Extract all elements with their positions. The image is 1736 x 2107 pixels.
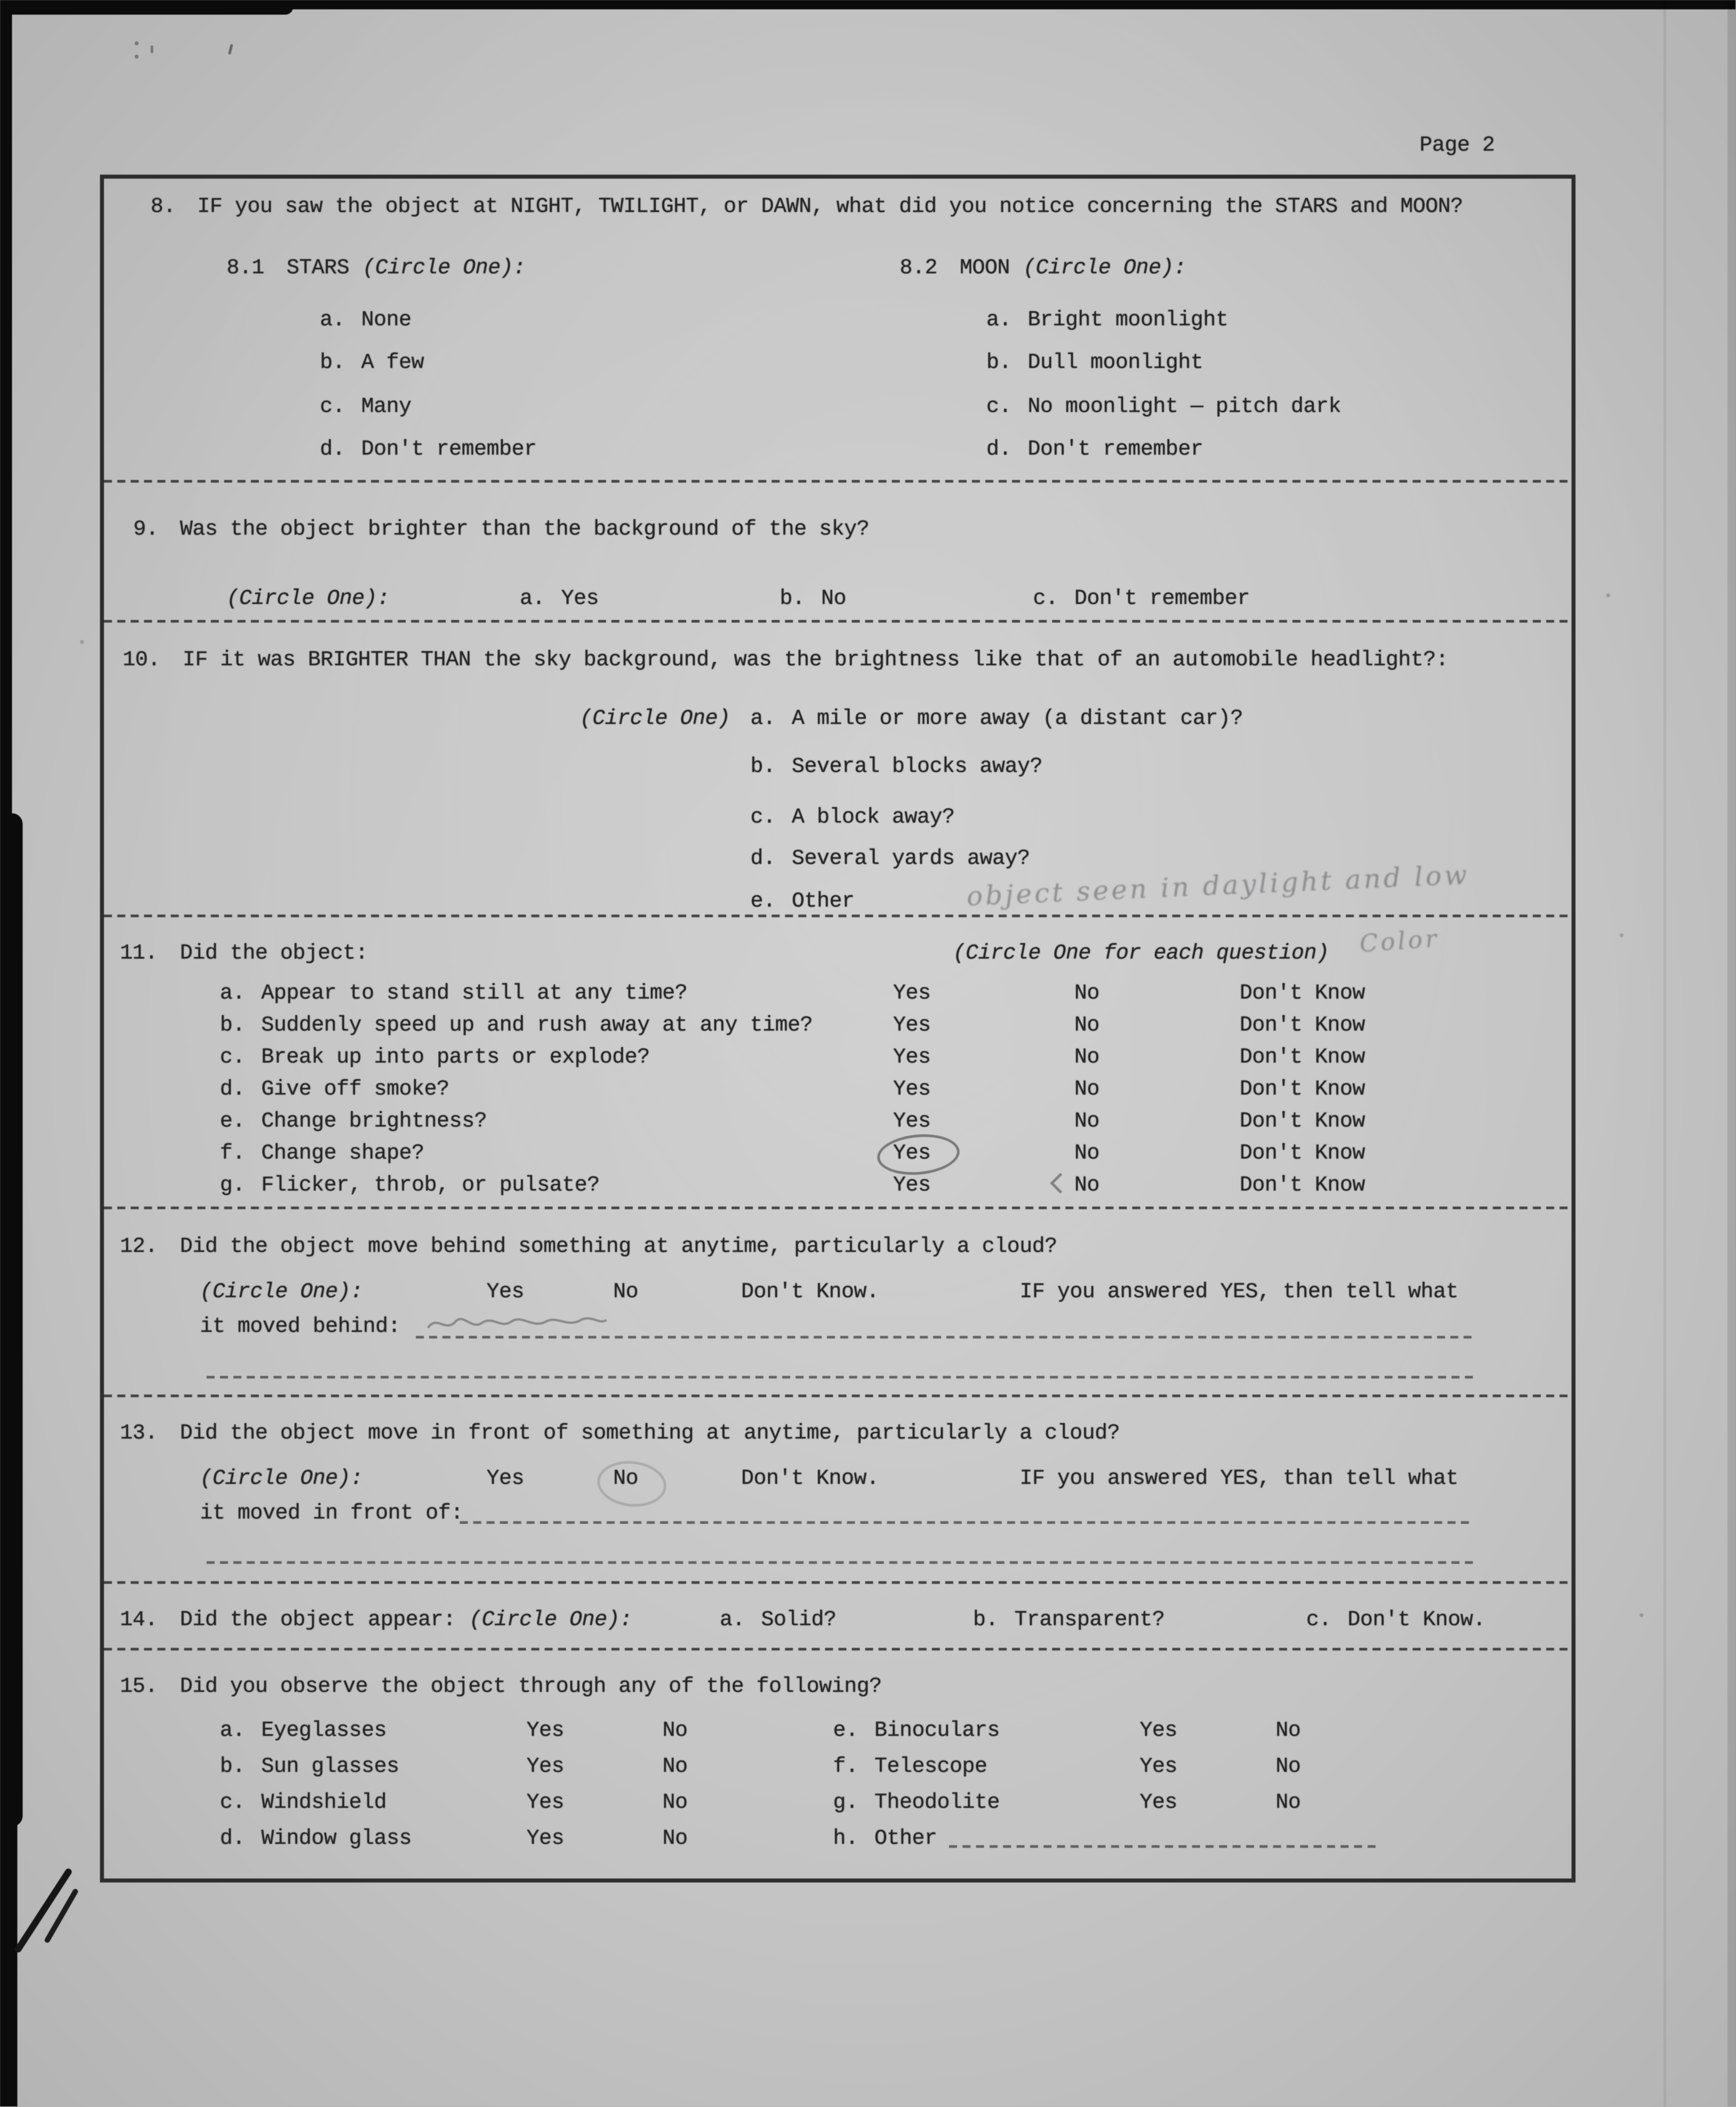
q8-moon-option-d (986, 437, 1203, 461)
option-letter: a. (220, 981, 245, 1005)
question-15-text: Did you observe the object through any of the following? (180, 1675, 882, 1699)
option-label: No moonlight — pitch dark (1027, 395, 1341, 419)
q15-row-f-no: No (1275, 1755, 1301, 1778)
q15-row-a-label (220, 1719, 387, 1743)
option-letter: b. (973, 1608, 999, 1632)
option-letter: d. (750, 846, 776, 871)
option-label: Bright moonlight (1027, 308, 1228, 332)
q15-row-h-label (833, 1826, 937, 1850)
q8-moon-title: MOON (960, 256, 1010, 280)
q11-row-b-no: No (1074, 1013, 1100, 1037)
q8-moon-option-a (986, 308, 1228, 332)
q11-row-d-no: No (1074, 1077, 1100, 1101)
q10-option-a (751, 707, 1243, 731)
q8-stars-option-a (320, 308, 412, 332)
q11-row-e-dk: Don't Know (1240, 1109, 1365, 1133)
q15-row-a-yes: Yes (526, 1718, 565, 1743)
question-13-number: 13. (120, 1421, 158, 1445)
scan-edge-right (1727, 0, 1736, 2107)
q15-row-c-label (220, 1791, 387, 1815)
q13-if-yes-text: IF you answered YES, than tell what (1019, 1467, 1459, 1491)
option-letter: b. (220, 1755, 245, 1778)
option-label: Don't remember (361, 437, 537, 461)
option-letter: e. (750, 889, 776, 914)
q15-row-c-yes: Yes (526, 1790, 565, 1815)
scan-edge-top-left (0, 0, 293, 15)
q8-stars-title: STARS (286, 256, 350, 280)
speck (1606, 594, 1611, 598)
option-label: Window glass (261, 1826, 412, 1850)
speck (1620, 933, 1624, 938)
option-label: Yes (561, 587, 599, 611)
q15-row-g-label (833, 1791, 1000, 1815)
q15-row-d-label (220, 1826, 412, 1850)
q15-row-e-label (833, 1719, 1000, 1743)
option-label: Many (361, 395, 412, 419)
option-letter: c. (750, 805, 776, 829)
q15-row-g-yes: Yes (1139, 1790, 1178, 1815)
q8-stars-option-b (320, 351, 424, 375)
option-letter: e. (220, 1109, 245, 1133)
question-14-text: Did the object appear: (180, 1608, 456, 1632)
option-letter: b. (220, 1013, 245, 1037)
option-label: A mile or more away (a distant car)? (792, 707, 1243, 731)
option-label: Dull moonlight (1027, 350, 1203, 375)
row-question: Suddenly speed up and rush away at any time? (261, 1013, 813, 1037)
row-question: Give off smoke? (261, 1077, 449, 1101)
q15-row-a-no: No (662, 1718, 688, 1743)
q11-row-b-question (220, 1013, 813, 1037)
option-label: None (361, 308, 412, 332)
option-letter: b. (779, 587, 805, 611)
option-letter: f. (833, 1755, 858, 1778)
q9-option-c (1033, 587, 1250, 611)
section-divider (104, 620, 1568, 623)
q15-row-b-yes: Yes (526, 1755, 565, 1778)
option-label: Don't Know. (1347, 1608, 1486, 1632)
q12-no: No (613, 1280, 639, 1304)
q8-stars-option-d (320, 437, 537, 461)
handwritten-scribble (424, 1307, 610, 1339)
handwritten-annotation-color: Color (1359, 925, 1441, 959)
option-label: Telescope (874, 1755, 987, 1778)
question-8-number: 8. (150, 195, 176, 219)
option-label: Several yards away? (792, 846, 1030, 871)
q13-circle-one: (Circle One): (200, 1467, 363, 1491)
q11-row-e-no: No (1074, 1109, 1100, 1133)
q12-if-yes-text: IF you answered YES, then tell what (1019, 1280, 1459, 1304)
question-9-number: 9. (133, 517, 159, 541)
q15-other-answer-line (949, 1845, 1376, 1848)
q12-dont-know: Don't Know. (741, 1280, 879, 1304)
row-question: Appear to stand still at any time? (261, 981, 688, 1005)
q11-row-g-question (220, 1173, 600, 1197)
q15-row-b-no: No (662, 1755, 688, 1778)
question-8-text: IF you saw the object at NIGHT, TWILIGHT, or DAWN, what did you notice concerning the STARS and MOON? (197, 195, 1463, 219)
q14-option-c (1306, 1608, 1485, 1632)
option-label: No (821, 587, 847, 611)
q13-answer-line (460, 1521, 1469, 1524)
section-divider (104, 1395, 1568, 1397)
q11-row-g-dk: Don't Know (1240, 1173, 1365, 1197)
option-letter: a. (720, 1608, 745, 1632)
option-letter: g. (220, 1173, 245, 1197)
q11-row-e-question (220, 1109, 487, 1133)
q13-yes: Yes (486, 1467, 525, 1491)
q15-row-f-yes: Yes (1139, 1755, 1178, 1778)
q11-row-g-no: No (1074, 1173, 1100, 1197)
question-14-number: 14. (120, 1608, 158, 1632)
q14-option-b (973, 1608, 1165, 1632)
handwritten-annotation: object seen in daylight and low (966, 858, 1470, 912)
q11-row-b-dk: Don't Know (1240, 1013, 1365, 1037)
option-label: Don't remember (1074, 587, 1250, 611)
question-10-text: IF it was BRIGHTER THAN the sky background, was the brightness like that of an automobile headlight?: (182, 648, 1449, 672)
option-letter: a. (520, 587, 545, 611)
q12-circle-one: (Circle One): (200, 1280, 363, 1304)
row-question: Break up into parts or explode? (261, 1045, 650, 1069)
speck (80, 640, 84, 644)
pen-dot (151, 45, 154, 53)
question-11-number: 11. (120, 941, 158, 965)
option-letter: h. (833, 1826, 858, 1850)
option-letter: c. (220, 1790, 245, 1815)
row-question: Flicker, throb, or pulsate? (261, 1173, 600, 1197)
q9-option-b (780, 587, 847, 611)
q14-option-a (720, 1608, 837, 1632)
question-10-number: 10. (123, 648, 160, 672)
q10-option-d (751, 847, 1030, 871)
question-14 (120, 1608, 456, 1632)
option-letter: g. (833, 1790, 858, 1815)
q15-row-g-no: No (1275, 1790, 1301, 1815)
section-divider (104, 1648, 1568, 1651)
option-label: Several blocks away? (792, 755, 1043, 779)
q10-option-c (751, 805, 955, 829)
q8-stars-option-c (320, 395, 412, 419)
q13-dont-know: Don't Know. (741, 1467, 879, 1491)
row-question: Change shape? (261, 1141, 424, 1165)
q12-answer-line-2 (207, 1376, 1473, 1379)
option-letter: c. (220, 1045, 245, 1069)
pen-tick (228, 44, 234, 55)
scan-edge-left-lower (0, 1786, 18, 2106)
q15-row-e-no: No (1275, 1718, 1301, 1743)
q11-row-f-yes: Yes (893, 1141, 931, 1165)
question-12-text: Did the object move behind something at anytime, particularly a cloud? (180, 1235, 1057, 1259)
option-letter: d. (220, 1826, 245, 1850)
q15-row-f-label (833, 1755, 987, 1778)
q11-row-c-no: No (1074, 1045, 1100, 1069)
option-label: Theodolite (874, 1790, 1000, 1815)
option-letter: b. (750, 755, 776, 779)
q13-answer-line-2 (207, 1561, 1473, 1564)
q11-row-a-yes: Yes (893, 981, 931, 1005)
section-divider (104, 1581, 1568, 1584)
q12-yes: Yes (486, 1280, 525, 1304)
q15-row-c-no: No (662, 1790, 688, 1815)
q8-moon-option-c (986, 395, 1341, 419)
option-letter: d. (220, 1077, 245, 1101)
option-label: Transparent? (1014, 1608, 1165, 1632)
option-letter: c. (1306, 1608, 1332, 1632)
q8-moon-circle-one: (Circle One): (1023, 256, 1186, 280)
q11-row-c-dk: Don't Know (1240, 1045, 1365, 1069)
option-letter: c. (1033, 587, 1058, 611)
option-label: A block away? (792, 805, 955, 829)
q11-row-d-yes: Yes (893, 1077, 931, 1101)
option-letter: b. (320, 350, 345, 375)
question-12 (120, 1235, 1057, 1259)
q11-row-a-no: No (1074, 981, 1100, 1005)
question-13-text: Did the object move in front of something at anytime, particularly a cloud? (180, 1421, 1120, 1445)
q15-row-d-no: No (662, 1826, 688, 1850)
q15-row-d-yes: Yes (526, 1826, 565, 1850)
option-label: Sun glasses (261, 1755, 399, 1778)
speck (1639, 1613, 1644, 1617)
option-label: Windshield (261, 1790, 387, 1815)
option-letter: a. (986, 308, 1012, 332)
q10-circle-one: (Circle One) (580, 707, 730, 731)
q8-stars-heading (227, 256, 526, 280)
option-letter: a. (750, 707, 776, 731)
q11-row-c-question (220, 1045, 650, 1069)
q13-prompt: it moved in front of: (200, 1501, 463, 1525)
option-letter: d. (320, 437, 345, 461)
q11-row-e-yes: Yes (893, 1109, 931, 1133)
q10-option-e (751, 890, 855, 914)
question-10 (123, 648, 1448, 672)
question-9 (133, 517, 869, 541)
q9-option-a (520, 587, 599, 611)
pen-dot (135, 42, 139, 46)
q8-moon-heading (900, 256, 1186, 280)
option-letter: a. (320, 308, 345, 332)
q15-row-e-yes: Yes (1139, 1718, 1178, 1743)
q11-row-c-yes: Yes (893, 1045, 931, 1069)
option-letter: c. (320, 395, 345, 419)
option-letter: a. (220, 1718, 245, 1743)
option-letter: d. (986, 437, 1012, 461)
option-letter: e. (833, 1718, 858, 1743)
question-9-text: Was the object brighter than the background of the sky? (180, 517, 870, 541)
q15-row-b-label (220, 1755, 399, 1778)
q11-row-a-question (220, 981, 688, 1005)
q11-row-f-dk: Don't Know (1240, 1141, 1365, 1165)
question-11-text: Did the object: (180, 941, 368, 965)
q12-prompt: it moved behind: (200, 1315, 401, 1339)
option-label: Don't remember (1027, 437, 1203, 461)
question-15-number: 15. (120, 1675, 158, 1699)
option-label: Eyeglasses (261, 1718, 387, 1743)
q13-no: No (613, 1467, 639, 1491)
q11-row-b-yes: Yes (893, 1013, 931, 1037)
option-label: Other (792, 889, 855, 914)
q14-circle-one: (Circle One): (469, 1608, 632, 1632)
page-right-seam (1663, 0, 1666, 2107)
section-divider (104, 1207, 1568, 1209)
q8-moon-option-b (986, 351, 1203, 375)
q11-row-a-dk: Don't Know (1240, 981, 1365, 1005)
question-11 (120, 941, 368, 965)
option-label: Other (874, 1826, 937, 1850)
option-label: Solid? (761, 1608, 837, 1632)
q11-row-g-yes: Yes (893, 1173, 931, 1197)
q10-option-b (751, 755, 1043, 779)
q8-moon-number: 8.2 (899, 256, 938, 280)
q11-row-d-dk: Don't Know (1240, 1077, 1365, 1101)
q11-row-f-question (220, 1141, 424, 1165)
question-15 (120, 1675, 882, 1699)
section-divider (104, 915, 1568, 917)
question-12-number: 12. (120, 1235, 158, 1259)
pen-dot (135, 55, 139, 59)
section-divider (104, 480, 1568, 483)
q9-circle-one: (Circle One): (227, 587, 390, 611)
option-label: Binoculars (874, 1718, 1000, 1743)
question-8 (151, 195, 1463, 219)
option-letter: f. (220, 1141, 245, 1165)
option-letter: b. (986, 350, 1012, 375)
scan-edge-left-blob (0, 813, 23, 1826)
row-question: Change brightness? (261, 1109, 487, 1133)
option-label: A few (361, 350, 424, 375)
page-number-label: Page 2 (1419, 133, 1495, 157)
q11-row-f-no: No (1074, 1141, 1100, 1165)
q8-stars-circle-one: (Circle One): (363, 256, 526, 280)
question-13 (120, 1421, 1120, 1445)
q8-stars-number: 8.1 (227, 256, 264, 280)
q11-circle-one: (Circle One for each question) (953, 941, 1329, 965)
q11-row-d-question (220, 1077, 449, 1101)
option-letter: c. (986, 395, 1012, 419)
